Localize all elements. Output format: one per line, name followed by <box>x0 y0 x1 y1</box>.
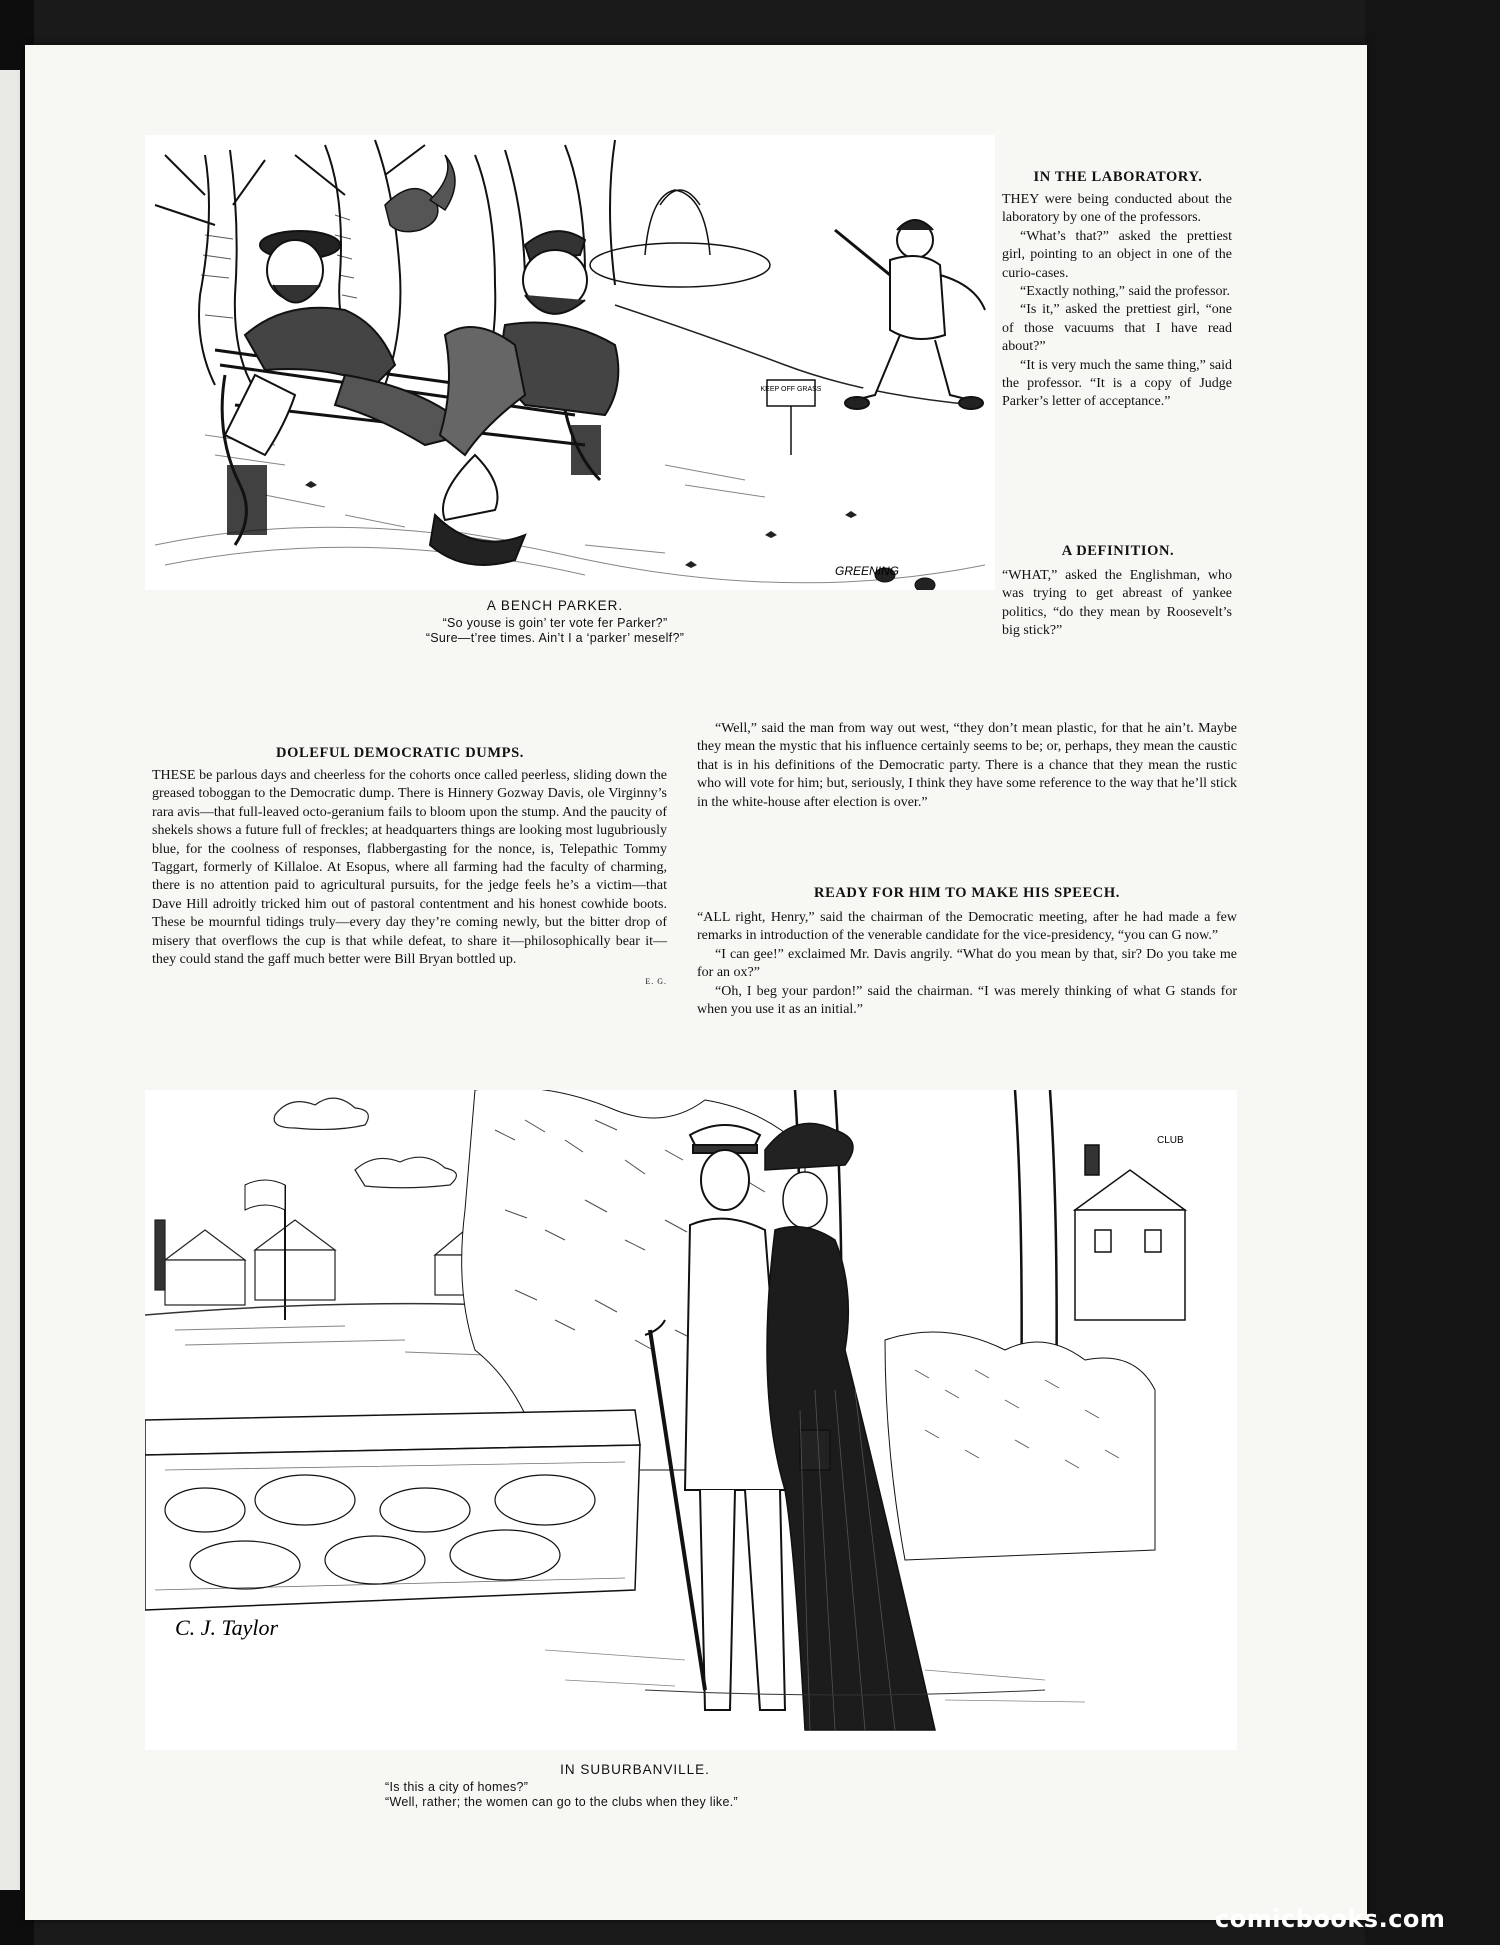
bench-artist-signature: GREENING <box>835 564 900 578</box>
definition-question: “WHAT,” asked the Englishman, who was trying to get abreast of yankee politics, “do they mean by Roosevelt’s big stick?” <box>1002 568 1232 639</box>
bench-parker-quote-2: “Sure—t’ree times. Ain’t I a ‘parker’ meself?” <box>425 631 685 645</box>
doleful-paragraph: THESE be parlous days and cheerless for the cohorts once called peerless, sliding down the greased toboggan to the Democratic dump. There is Hinnery Gozway Davis, ole Virginny’s rara avis—that full-leaved octo-geranium fails to bloom upon the stump. And the paucity of shekels shows a future full of freckles; at headquarters things are looking most lugubriously blue, for the coolness of responses, flabbergasting for the nonce, is, Telepathic Tommy Taggart, formerly of Killaloe. At Esopus, where all farming had the faculty of charming, there is no attention paid to agricultural pursuits, for the jedge feels he’s a victim—that Dave Hill adroitly tricked him out of pastoral contentment and his honest cowhide boots. These be mournful tidings truly—every day they’re coming newly, but the bitter drop of misery that overflows the cup is that while defeat, to share it—philosophically bear it—they could stand the gaff much better were Bill Bryan bottled up. <box>152 768 667 968</box>
doleful-heading: DOLEFUL DEMOCRATIC DUMPS. <box>276 745 524 761</box>
ready-paragraph-3: “Oh, I beg your pardon!” said the chairman. “I was merely thinking of what G stands for when you use it as an initial.” <box>697 983 1237 1018</box>
source-watermark: comicbooks.com <box>1215 1905 1446 1933</box>
laboratory-paragraph-5: “It is very much the same thing,” said the professor. “It is a copy of Judge Parker’s letter of acceptance.” <box>1002 357 1232 410</box>
ready-heading: READY FOR HIM TO MAKE HIS SPEECH. <box>814 885 1120 901</box>
suburbanville-title: IN SUBURBANVILLE. <box>560 1762 710 1777</box>
ready-paragraph-2: “I can gee!” exclaimed Mr. Davis angrily. “What do you mean by that, sir? Do you take me for an ox?” <box>697 946 1237 981</box>
definition-answer: “Well,” said the man from way out west, “they don’t mean plastic, for that he ain’t. Maybe they mean the mystic that his influence certainly seems to be; or, perhaps, they mean the caustic that is in his definitions of the Democratic party. There is a chance that they mean the rustic who will vote for him; but, seriously, I think they have some reference to the way that he’ll stick in the white-house after election is over.” <box>697 721 1237 810</box>
doleful-article <box>152 767 667 992</box>
definition-heading: A DEFINITION. <box>1061 543 1175 559</box>
bench-parker-quote-1: “So youse is goin’ ter vote fer Parker?” <box>442 616 668 630</box>
suburbanville-quote-1: “Is this a city of homes?” <box>385 1780 529 1794</box>
ready-paragraph-1: “ALL right, Henry,” said the chairman of the Democratic meeting, after he had made a few remarks in introduction of the venerable candidate for the vice-presidency, “you can G now.” <box>697 910 1237 944</box>
adjacent-page-edge <box>0 70 20 1890</box>
bench-parker-title: A BENCH PARKER. <box>486 598 624 613</box>
laboratory-article <box>1002 191 1232 412</box>
suburbanville-caption <box>355 1762 915 1810</box>
laboratory-paragraph-3: “Exactly nothing,” said the professor. <box>1020 284 1230 300</box>
magazine-page <box>25 45 1367 1920</box>
laboratory-heading: IN THE LABORATORY. <box>1033 169 1203 185</box>
scan-background-right <box>1365 0 1500 1945</box>
keep-off-grass-sign: KEEP OFF GRASS <box>760 386 822 393</box>
bench-parker-illustration <box>145 135 995 590</box>
ready-article <box>697 909 1237 1019</box>
club-sign: CLUB <box>1157 1135 1184 1146</box>
suburb-artist-signature: C. J. Taylor <box>175 1615 279 1640</box>
laboratory-paragraph-2: “What’s that?” asked the prettiest girl, pointing to an object in one of the curio-cases. <box>1002 228 1232 281</box>
definition-article-start <box>1002 567 1232 641</box>
laboratory-paragraph-4: “Is it,” asked the prettiest girl, “one of those vacuums that I have read about?” <box>1002 302 1232 355</box>
bench-parker-caption <box>315 598 795 646</box>
suburbanville-quote-2: “Well, rather; the women can go to the clubs when they like.” <box>385 1795 738 1809</box>
suburbanville-illustration <box>145 1090 1237 1750</box>
laboratory-paragraph-1: THEY were being conducted about the laboratory by one of the professors. <box>1002 192 1232 226</box>
definition-article-continued <box>697 720 1237 812</box>
doleful-author-initials: E. G. <box>645 977 667 987</box>
